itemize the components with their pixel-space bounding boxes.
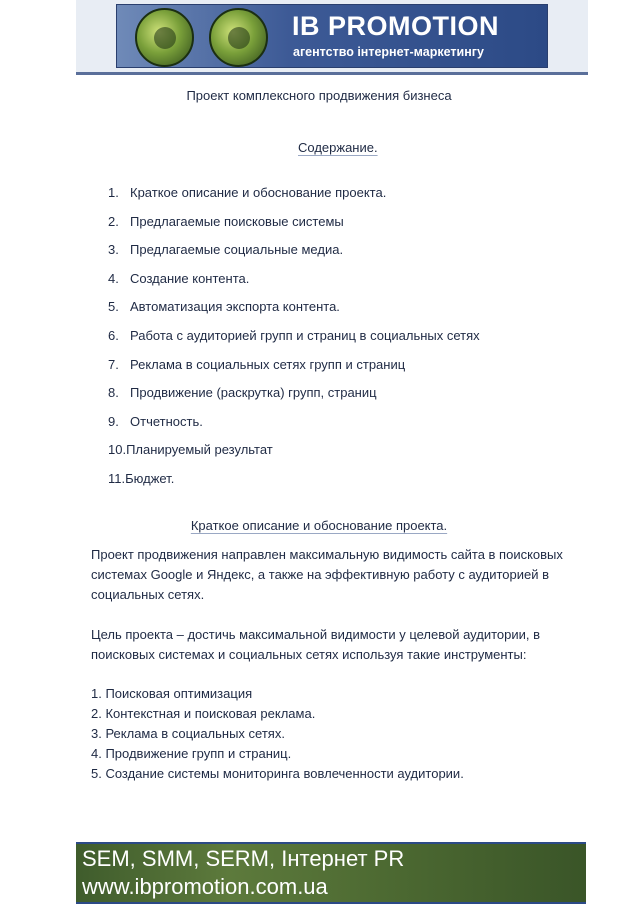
brand-title: IB PROMOTION [292, 11, 499, 41]
toc-item-text: Краткое описание и обоснование проекта. [130, 185, 387, 200]
toc-item [108, 470, 480, 499]
toc-item-text: Работа с аудиторией групп и страниц в социальных сетях [130, 327, 480, 343]
toc-item-number: 1. [108, 185, 119, 200]
toc-item-number: 7. [108, 356, 119, 372]
document-title: Проект комплексного продвижения бизнеса [186, 88, 452, 103]
toc-item-number: 11. [108, 470, 126, 486]
toc-item [108, 298, 480, 327]
toc-item-text: Продвижение (раскрутка) групп, страниц [130, 385, 377, 401]
toc-list [108, 184, 480, 499]
toc-item-number: 4. [108, 270, 119, 286]
footer-banner [76, 842, 586, 904]
toc-item-text: Автоматизация экспорта контента. [130, 299, 340, 315]
toc-item [108, 213, 480, 242]
toc-item-text: Отчетность. [130, 413, 203, 429]
toc-item-text: Бюджет. [125, 470, 175, 486]
tools-list-item: 2. Контекстная и поисковая реклама. [91, 706, 316, 721]
section-heading [0, 518, 638, 533]
footer-website-link[interactable]: www.ibpromotion.com.ua [82, 874, 328, 899]
toc-item [108, 184, 480, 213]
toc-item-number: 6. [108, 327, 119, 343]
gear-icon [209, 8, 268, 67]
gear-icon [135, 8, 194, 67]
tools-list-item: 4. Продвижение групп и страниц. [91, 746, 292, 761]
paragraph-goal: Цель проекта – достичь максимальной видимости у целевой аудитории, в поисковых системах и социальных сетях используя такие инструменты: [91, 627, 541, 662]
toc-item [108, 356, 480, 385]
toc-item-number: 9. [108, 413, 119, 429]
toc-item-number: 2. [108, 213, 119, 229]
tools-list-item: 1. Поисковая оптимизация [91, 686, 253, 701]
tools-list-item: 3. Реклама в социальных сетях. [91, 726, 285, 741]
toc-item-number: 8. [108, 385, 119, 401]
paragraph-intro: Проект продвижения направлен максимальную видимость сайта в поисковых системах Google и Яндекс, а также на эффективную работу с аудиторией в социальных сетях. [91, 547, 563, 602]
toc-item [108, 327, 480, 356]
toc-item-number: 3. [108, 242, 119, 258]
tools-list [91, 684, 464, 784]
tools-list-item: 5. Создание системы мониторинга вовлеченности аудитории. [91, 766, 464, 781]
toc-item [108, 441, 480, 470]
header-banner [76, 0, 588, 75]
section-heading-text: Краткое описание и обоснование проекта. [190, 518, 448, 533]
header-logo-panel [116, 4, 548, 68]
toc-item [108, 384, 480, 413]
toc-item [108, 413, 480, 442]
toc-item [108, 241, 480, 270]
toc-item-text: Предлагаемые социальные медиа. [130, 242, 344, 258]
toc-item-text: Создание контента. [130, 270, 250, 286]
toc-item-number: 10. [108, 442, 127, 458]
toc-item-text: Реклама в социальных сетях групп и страниц [130, 356, 406, 372]
brand-tagline: агентство інтернет-маркетингу [293, 45, 484, 59]
footer-services: SEM, SMM, SERM, Інтернет PR [82, 846, 405, 871]
toc-item-number: 5. [108, 299, 119, 315]
toc-heading: Содержание. [298, 140, 378, 155]
toc-item [108, 270, 480, 299]
toc-item-text: Предлагаемые поисковые системы [130, 213, 344, 229]
toc-item-text: Планируемый результат [126, 442, 273, 458]
